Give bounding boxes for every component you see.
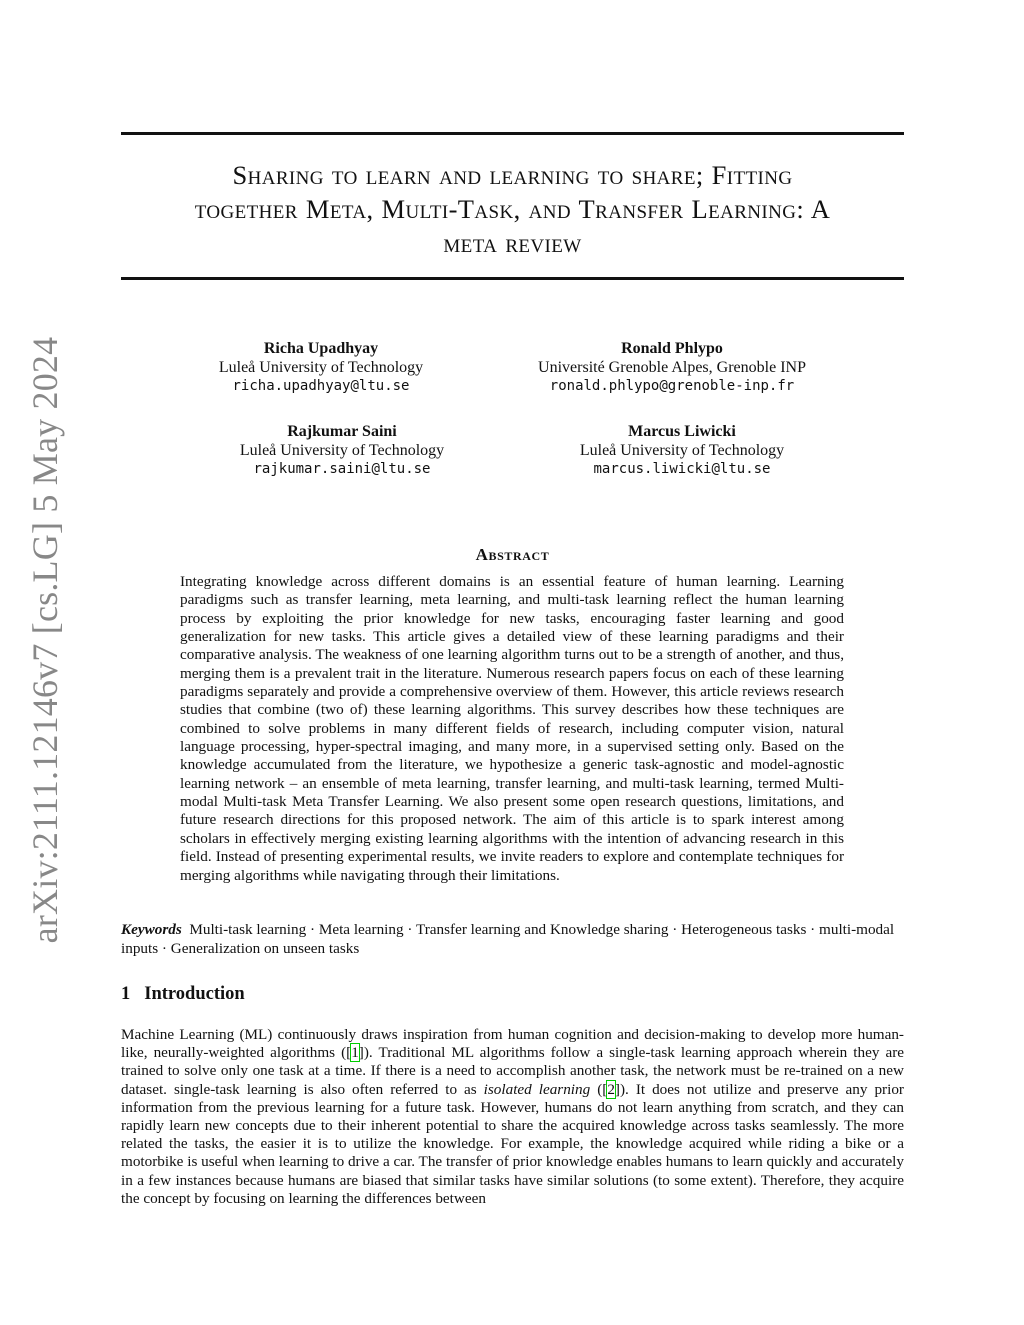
citation-link[interactable]: [1] bbox=[346, 1044, 364, 1062]
title-line-1: Sharing to learn and learning to share; Fitting bbox=[232, 160, 793, 190]
author-email[interactable]: ronald.phlypo@grenoble-inp.fr bbox=[549, 378, 795, 394]
intro-paragraph bbox=[121, 1026, 904, 1208]
intro-text: Machine Learning (ML) continuously draws inspiration from human cognition and decision-making to develop more human-like, neurally-weighted algorithms ( bbox=[121, 1026, 904, 1062]
section-heading bbox=[121, 984, 245, 1005]
intro-text: ( bbox=[590, 1080, 603, 1098]
keywords-text: Multi-task learning · Meta learning · Transfer learning and Knowledge sharing · Heterogeneous tasks · multi-modal inputs · Generalization on unseen tasks bbox=[121, 921, 895, 957]
intro-italic-term: isolated learning bbox=[483, 1080, 591, 1098]
author-email[interactable]: marcus.liwicki@ltu.se bbox=[593, 461, 771, 477]
author-affiliation: Luleå University of Technology bbox=[218, 358, 424, 376]
section-title: Introduction bbox=[144, 984, 245, 1004]
title-line-3: meta review bbox=[443, 228, 582, 258]
author-name: Marcus Liwicki bbox=[628, 423, 736, 440]
title-rule-top bbox=[121, 132, 904, 135]
author-affiliation: Université Grenoble Alpes, Grenoble INP bbox=[538, 358, 806, 376]
citation-number[interactable]: 2 bbox=[607, 1080, 615, 1098]
author-block bbox=[161, 340, 481, 396]
author-email[interactable]: rajkumar.saini@ltu.se bbox=[253, 461, 431, 477]
author-block bbox=[522, 423, 842, 479]
author-name: Ronald Phlypo bbox=[621, 340, 723, 357]
author-affiliation: Luleå University of Technology bbox=[579, 441, 785, 459]
author-name: Rajkumar Saini bbox=[287, 423, 397, 440]
author-block bbox=[182, 423, 502, 479]
author-email[interactable]: richa.upadhyay@ltu.se bbox=[232, 378, 410, 394]
author-affiliation: Luleå University of Technology bbox=[239, 441, 445, 459]
title-rule-bottom bbox=[121, 277, 904, 280]
intro-text: ). Traditional ML algorithms follow a single-task learning approach wherein they are trained to solve only one task at a time. If there is a need to accomplish another task, the network must be re-trained on a new dataset. single-task learning is also often referred to as bbox=[121, 1044, 904, 1098]
keywords bbox=[121, 921, 904, 958]
abstract-heading: Abstract bbox=[475, 545, 550, 564]
abstract-text: Integrating knowledge across different domains is an essential feature of human learning. Learning paradigms such as transfer learning, meta learning, and multi-task learning reflect the human learning process by exploiting the prior knowledge for new tasks, encouraging faster learning and good generalization for new tasks. This article gives a detailed view of these learning paradigms and their comparative analysis. The weakness of one learning algorithm turns out to be a strength of another, and thus, merging them is a prevalent trait in the literature. Numerous research papers focus on each of these learning paradigms separately and provide a comprehensive overview of them. However, this article reviews research studies that combine (two of) these learning algorithms. This survey describes how these techniques are combined to solve problems in many different fields of research, including computer vision, natural language processing, hyper-spectral imaging, and many more, in a supervised setting only. Based on the knowledge accumulated from the literature, we hypothesize a generic task-agnostic and model-agnostic learning network – an ensemble of meta learning, transfer learning, and multi-task learning, termed Multi-modal Multi-task Meta Transfer Learning. We also present some open research questions, limitations, and future research directions for this proposed network. The aim of this article is to spark interest among scholars in effectively merging existing learning algorithms with the intention of advancing research in this field. Instead of presenting experimental results, we invite readers to explore and contemplate techniques for merging algorithms while navigating through their limitations. bbox=[180, 573, 844, 884]
author-block bbox=[512, 340, 832, 396]
paper-title bbox=[121, 158, 904, 260]
citation-link[interactable]: [2] bbox=[602, 1080, 620, 1098]
title-line-2: together Meta, Multi-Task, and Transfer Learning: A bbox=[194, 194, 831, 224]
intro-text: ). It does not utilize and preserve any prior information from the previous learning for a future task. However, humans do not learn anything from scratch, and they can rapidly learn new concepts due to their inherent potential to share the acquired knowledge across tasks seamlessly. The more related the tasks, the easier it is to utilize the knowledge. For example, the knowledge acquired while riding a bike or a motorbike is useful when learning to drive a car. The transfer of prior knowledge enables humans to learn quickly and accurately in a few instances because humans are biased that similar tasks have similar solutions (to some extent). Therefore, they acquire the concept by focusing on learning the differences between bbox=[121, 1080, 904, 1207]
section-number: 1 bbox=[121, 984, 131, 1004]
arxiv-stamp: arXiv:2111.12146v7 [cs.LG] 5 May 2024 bbox=[25, 336, 65, 944]
citation-number[interactable]: 1 bbox=[351, 1044, 359, 1062]
author-name: Richa Upadhyay bbox=[263, 340, 379, 357]
keywords-label: Keywords bbox=[121, 921, 182, 938]
